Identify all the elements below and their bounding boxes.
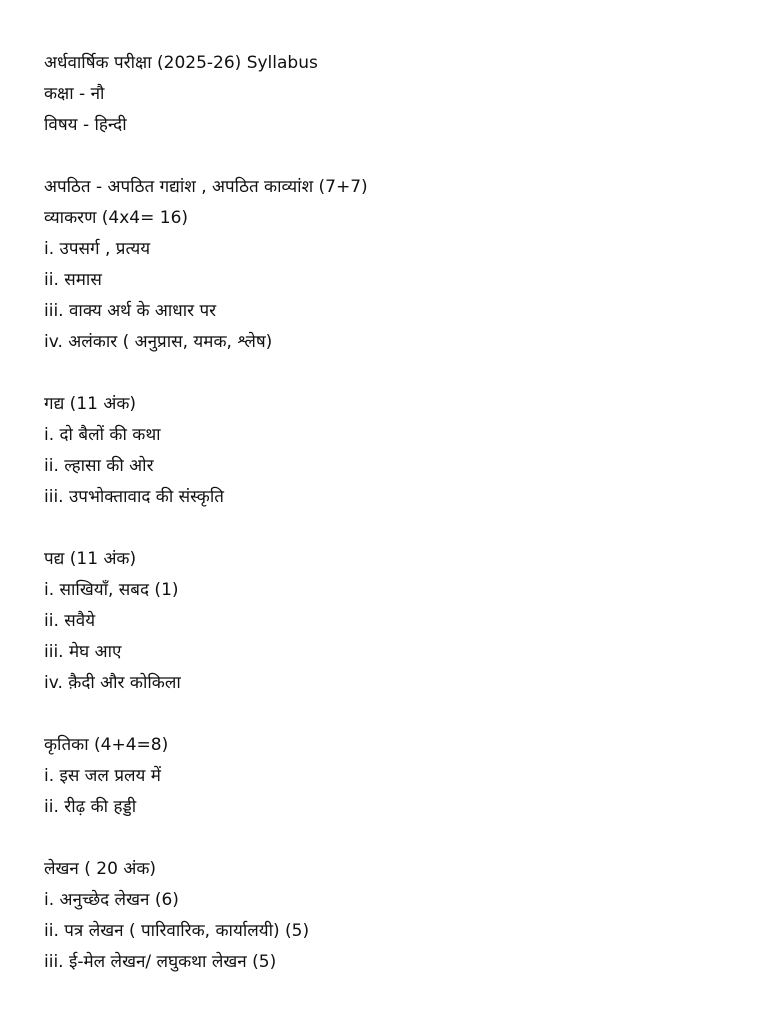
syllabus-document	[44, 48, 744, 978]
spacer	[44, 823, 744, 854]
section-heading-apathit: अपठित - अपठित गद्यांश , अपठित काव्यांश (7+7)	[44, 177, 368, 197]
list-item: i. दो बैलों की कथा	[44, 425, 161, 445]
list-item: iv. क़ैदी और कोकिला	[44, 673, 181, 693]
list-item: i. इस जल प्रलय में	[44, 766, 161, 786]
list-item: iv. अलंकार ( अनुप्रास, यमक, श्लेष)	[44, 332, 273, 352]
list-item: ii. सवैये	[44, 611, 96, 631]
subject-line: विषय - हिन्दी	[44, 115, 127, 135]
list-item: iii. मेघ आए	[44, 642, 122, 662]
list-item: iii. उपभोक्तावाद की संस्कृति	[44, 487, 224, 507]
list-item: i. अनुच्छेद लेखन (6)	[44, 890, 179, 910]
document-title: अर्धवार्षिक परीक्षा (2025-26) Syllabus	[44, 53, 318, 73]
list-item: iii. वाक्य अर्थ के आधार पर	[44, 301, 217, 321]
list-item: i. साखियाँ, सबद (1)	[44, 580, 179, 600]
spacer	[44, 513, 744, 544]
list-item: ii. पत्र लेखन ( पारिवारिक, कार्यालयी) (5)	[44, 921, 310, 941]
section-heading-vyakaran: व्याकरण (4x4= 16)	[44, 208, 189, 228]
section-heading-kritika: कृतिका (4+4=8)	[44, 735, 169, 755]
list-item: i. उपसर्ग , प्रत्यय	[44, 239, 151, 259]
list-item: ii. रीढ़ की हड्डी	[44, 797, 137, 817]
spacer	[44, 699, 744, 730]
spacer	[44, 141, 744, 172]
list-item: ii. समास	[44, 270, 102, 290]
section-heading-lekhan: लेखन ( 20 अंक)	[44, 859, 157, 879]
class-line: कक्षा - नौ	[44, 84, 105, 104]
spacer	[44, 358, 744, 389]
list-item: ii. ल्हासा की ओर	[44, 456, 154, 476]
section-heading-padya: पद्य (11 अंक)	[44, 549, 137, 569]
section-heading-gadya: गद्य (11 अंक)	[44, 394, 137, 414]
list-item: iii. ई-मेल लेखन/ लघुकथा लेखन (5)	[44, 952, 277, 972]
